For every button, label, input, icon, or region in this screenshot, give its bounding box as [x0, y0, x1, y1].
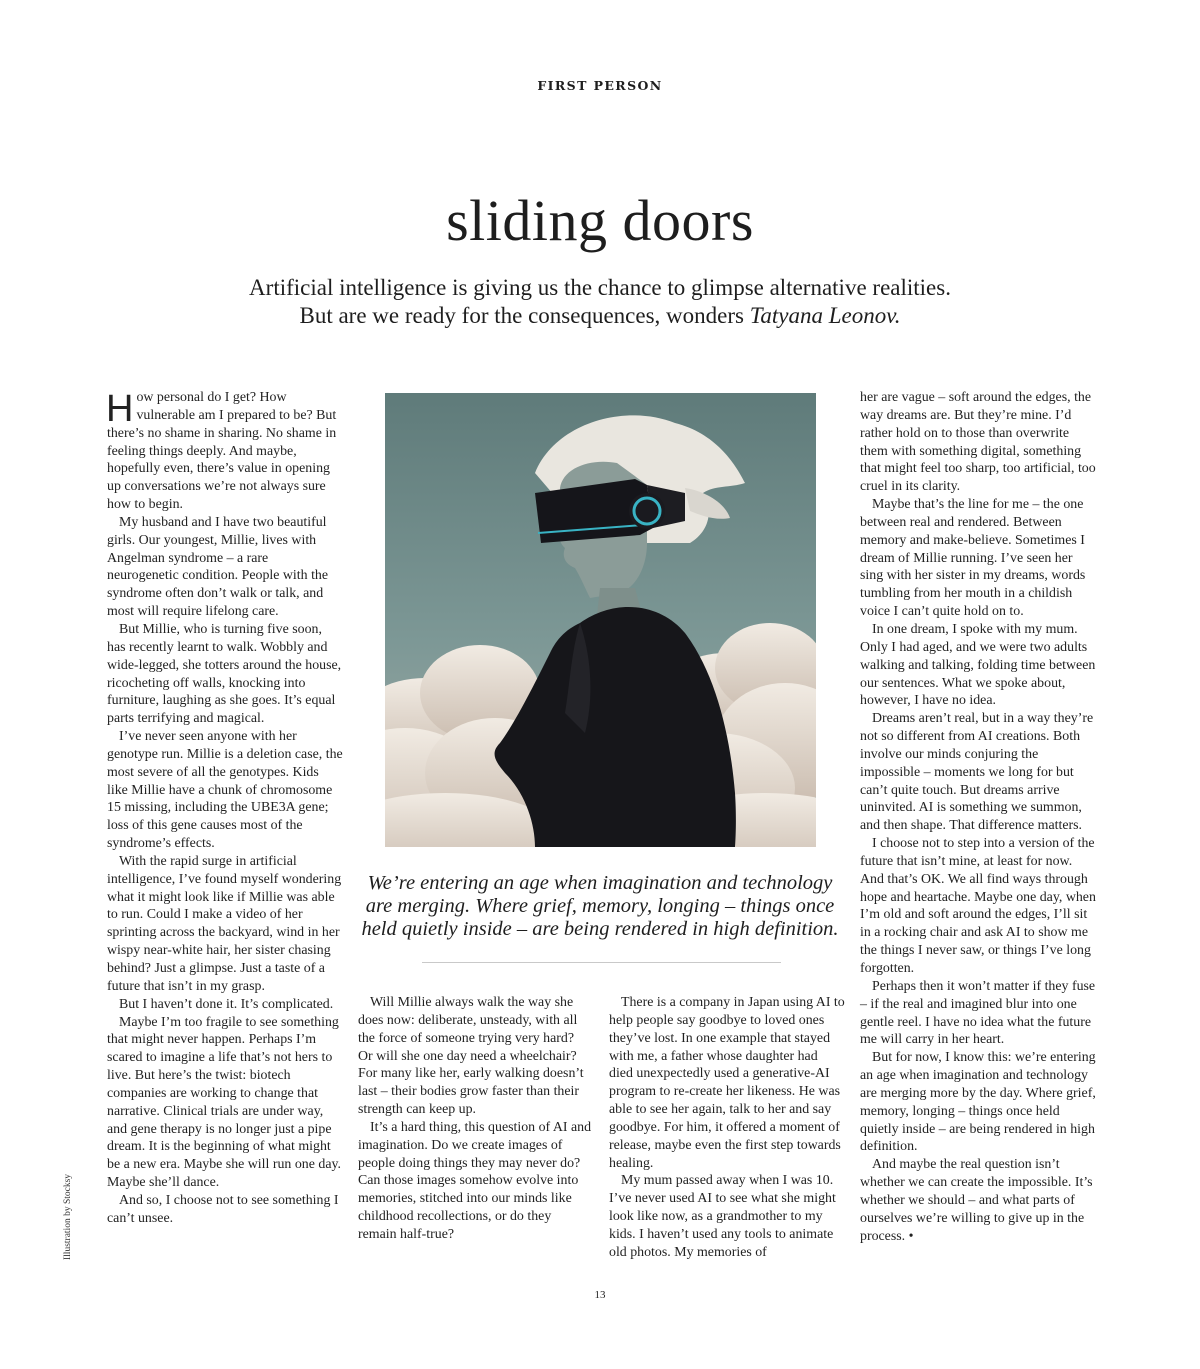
paragraph: With the rapid surge in artificial intelligence, I’ve found myself wondering what it might look like if Millie was able to run. Could I make a video of her sprinting across the backyard, wind in her wispy near-white hair, her sister chasing behind? Just a glimpse. Just a taste of a future that isn’t in my grasp.	[107, 853, 342, 994]
paragraph: But Millie, who is turning five soon, has recently learnt to walk. Wobbly and wide-legged, she totters around the house, ricocheting off walls, knocking into furniture, laughing as she goes. It’s equal parts terrifying and magical.	[107, 621, 342, 727]
standfirst-line-1: Artificial intelligence is giving us the chance to glimpse alternative realities.	[249, 275, 951, 300]
paragraph: Maybe that’s the line for me – the one between real and rendered. Between memory and make-believe. Sometimes I dream of Millie running. I’ve seen her sing with her sister in my dreams, words tumbling from her mouth in a childish voice I can’t quite hold on to.	[860, 497, 1086, 620]
page-number: 13	[594, 1289, 606, 1301]
article-illustration	[385, 393, 816, 847]
paragraph: Will Millie always walk the way she does now: deliberate, unsteady, with all the force of someone trying very hard? Or will she one day need a wheelchair? For many like her, early walking doesn’t last – their bodies grow faster than their strength can keep up.	[358, 995, 584, 1118]
paragraph: My mum passed away when I was 10. I’ve never used AI to see what she might look like now, as a grandmother to my kids. I haven’t used any tools to animate old photos. My memories of	[609, 1173, 836, 1260]
article-column-4	[860, 389, 1096, 1246]
article-column-3	[609, 994, 845, 1262]
article-column-2	[358, 994, 592, 1244]
author-name: Tatyana Leonov.	[749, 303, 901, 328]
paragraph: And so, I choose not to see something I can’t unsee.	[107, 1192, 339, 1226]
paragraph: In one dream, I spoke with my mum. Only I had aged, and we were two adults walking and talking, folding time between our sentences. What we spoke about, however, I have no idea.	[860, 621, 1096, 709]
illustration-credit: Illustration by Stocksy	[63, 1173, 73, 1260]
divider	[422, 962, 781, 963]
headline: sliding doors	[446, 188, 754, 253]
paragraph: I’ve never seen anyone with her genotype run. Millie is a deletion case, the most severe of all the genotypes. Kids like Millie have a chunk of chromosome 15 missing, including the UBE3A gene; loss of this gene causes most of the syndrome’s effects.	[107, 729, 343, 852]
standfirst-line-2	[0, 302, 1200, 330]
paragraph	[107, 389, 343, 514]
standfirst	[0, 274, 1200, 330]
article-column-1	[107, 389, 343, 1228]
drop-cap: H	[106, 388, 134, 430]
paragraph: There is a company in Japan using AI to help people say goodbye to loved ones they’ve lost. In one example that stayed with me, a father whose daughter had died unexpectedly used a generative-AI program to re-create her likeness. He was able to see her again, talk to her and say goodbye. For him, it offered a moment of release, maybe even the first step towards healing.	[609, 995, 845, 1171]
paragraph: My husband and I have two beautiful girls. Our youngest, Millie, lives with Angelman syndrome – a rare neurogenetic condition. People with the syndrome often don’t walk or talk, and most will require lifelong care.	[107, 514, 329, 620]
pull-quote: We’re entering an age when imagination and technology are merging. Where grief, memory, longing – things once held quietly inside – are being rendered in high definition.	[361, 872, 839, 940]
paragraph: Dreams aren’t real, but in a way they’re not so different from AI creations. Both involve our minds conjuring the impossible – moments we long for but can’t quite touch. But dreams arrive uninvited. AI is something we summon, and then shape. That difference matters.	[860, 711, 1094, 834]
paragraph: It’s a hard thing, this question of AI and imagination. Do we create images of people doing things they may never do? Can those images somehow evolve into memories, stitched into our minds like childhood recollections, or do they remain half-true?	[358, 1119, 592, 1242]
paragraph-text: ow personal do I get? How vulnerable am I prepared to be? But there’s no shame in sharing. No shame in feeling things deeply. And maybe, hopefully even, there’s value in opening up conversations we’re not always sure how to begin.	[107, 390, 337, 513]
paragraph: Perhaps then it won’t matter if they fuse – if the real and imagined blur into one gentle reel. I have no idea what the future me will carry in her heart.	[860, 978, 1096, 1048]
paragraph: And maybe the real question isn’t whether we can create the impossible. It’s whether we should – and what parts of ourselves we’re willing to give up in the process. •	[860, 1157, 1093, 1244]
paragraph: But I haven’t done it. It’s complicated.	[119, 996, 334, 1012]
vr-headset-figure-icon	[385, 393, 816, 847]
section-label: FIRST PERSON	[537, 78, 663, 93]
paragraph: Maybe I’m too fragile to see something that might never happen. Perhaps I’m scared to imagine a life that’s not hers to live. But here’s the twist: biotech companies are working to change that narrative. Clinical trials are under way, and gene therapy is no longer just a pipe dream. It is the beginning of what might be a new era. Maybe she will run one day. Maybe she’ll dance.	[107, 1014, 341, 1191]
paragraph: I choose not to step into a version of the future that isn’t mine, at least for now. And that’s OK. We all find ways through hope and heartache. Maybe one day, when I’m old and soft around the edges, I’ll sit in a rocking chair and ask AI to show me the things I never saw, or things I’ve long forgotten.	[860, 836, 1096, 976]
paragraph: her are vague – soft around the edges, the way dreams are. But they’re mine. I’d rather hold on to those than overwrite them with something digital, something that might feel too sharp, too artificial, too cruel in its clarity.	[860, 390, 1096, 495]
paragraph: But for now, I know this: we’re entering an age when imagination and technology are merging more by the day. Where grief, memory, longing – things once held quietly inside – are being rendered in high definition.	[860, 1050, 1096, 1155]
standfirst-lead: But are we ready for the consequences, wonders	[299, 303, 750, 328]
